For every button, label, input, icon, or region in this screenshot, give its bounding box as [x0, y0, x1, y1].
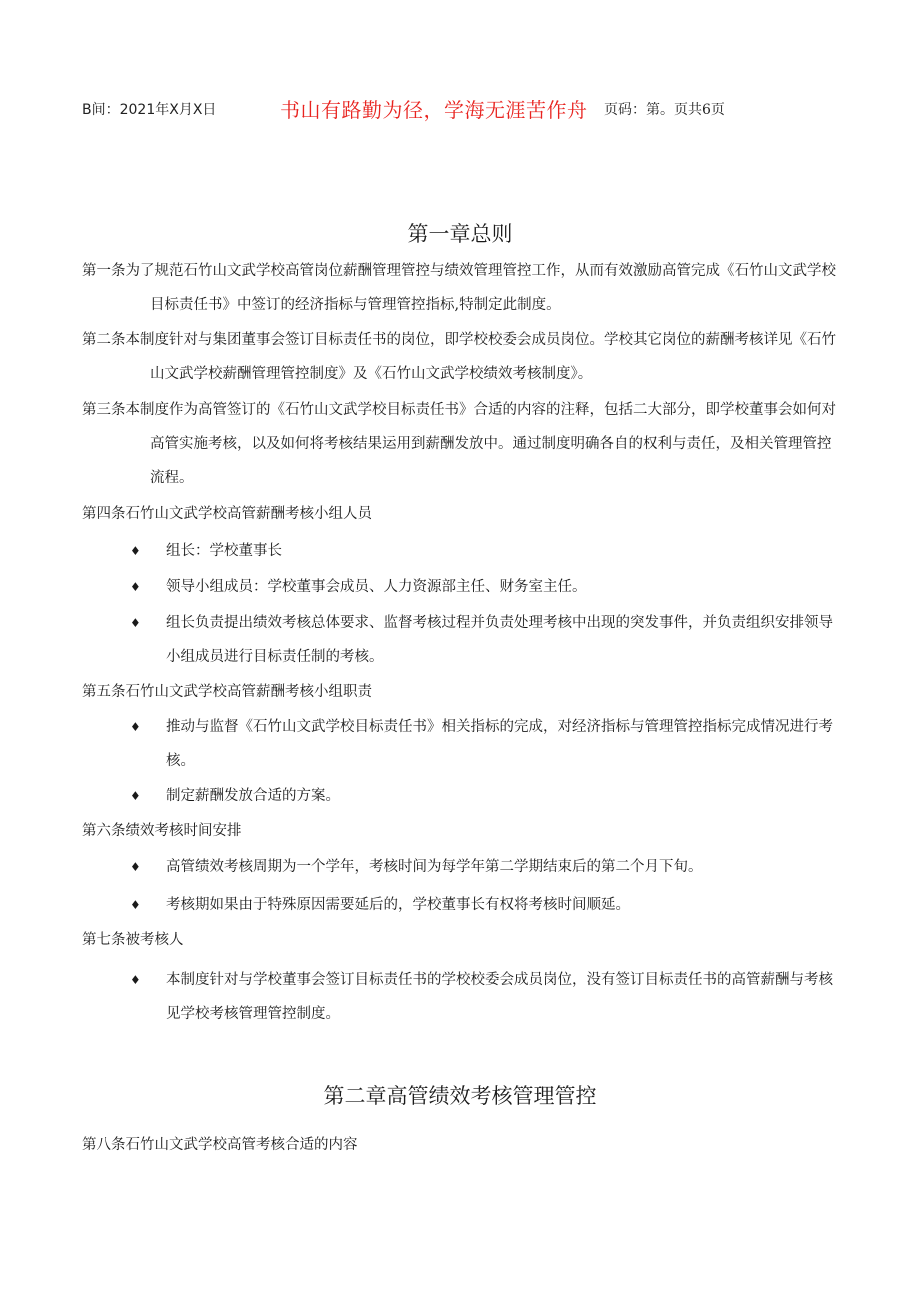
diamond-icon: ♦: [130, 898, 141, 912]
list-item-text: 高管绩效考核周期为一个学年，考核时间为每学年第二学期结束后的第二个月下旬。: [166, 859, 703, 875]
list-item-text: 考核期如果由于特殊原因需要延后的，学校董事长有权将考核时间顺延。: [166, 897, 630, 913]
list-item-text: 组长：学校董事长: [166, 543, 282, 559]
chapter-1-title: 第一章总则: [407, 222, 513, 246]
article-3-text: 第三条本制度作为高管签订的《石竹山文武学校目标责任书》合适的内容的注释，包括二大部分，即学校董事会如何对高管实施考核，以及如何将考核结果运用到薪酬发放中。通过制度明确各自的权利与责任，及相关管理管控流程。: [82, 402, 836, 486]
article-1: [82, 254, 842, 322]
article-2: [82, 323, 842, 391]
header-date: B间：2021年X月X日: [82, 102, 217, 118]
article-1-text: 第一条为了规范石竹山文武学校高管岗位薪酬管理管控与绩效管理管控工作，从而有效激励高管完成《石竹山文武学校目标责任书》中签订的经济指标与管理管控指标,特制定此制度。: [82, 263, 836, 313]
diamond-icon: ♦: [130, 973, 141, 987]
article-8-heading: 第八条石竹山文武学校高管考核合适的内容: [82, 1137, 358, 1153]
list-item-text: 制定薪酬发放合适的方案。: [166, 788, 340, 804]
article-7-heading: 第七条被考核人: [82, 932, 184, 948]
article-5-heading: 第五条石竹山文武学校高管薪酬考核小组职责: [82, 684, 372, 700]
diamond-icon: ♦: [130, 544, 141, 558]
list-item-text: 组长负责提出绩效考核总体要求、监督考核过程并负责处理考核中出现的突发事件，并负责组织安排领导小组成员进行目标责任制的考核。: [166, 615, 833, 665]
list-item: [130, 710, 842, 778]
diamond-icon: ♦: [130, 580, 141, 594]
list-item-text: 本制度针对与学校董事会签订目标责任书的学校校委会成员岗位，没有签订目标责任书的高管薪酬与考核见学校考核管理管控制度。: [166, 972, 833, 1022]
article-6-heading: 第六条绩效考核时间安排: [82, 823, 242, 839]
list-item-text: 领导小组成员：学校董事会成员、人力资源部主任、财务室主任。: [166, 579, 587, 595]
article-4-heading: 第四条石竹山文武学校高管薪酬考核小组人员: [82, 506, 372, 522]
article-2-text: 第二条本制度针对与集团董事会签订目标责任书的岗位，即学校校委会成员岗位。学校其它岗位的薪酬考核详见《石竹山文武学校薪酬管理管控制度》及《石竹山文武学校绩效考核制度》。: [82, 332, 836, 382]
article-3: [82, 393, 842, 495]
list-item-text: 推动与监督《石竹山文武学校目标责任书》相关指标的完成，对经济指标与管理管控指标完成情况进行考核。: [166, 719, 833, 769]
list-item: [130, 779, 842, 813]
diamond-icon: ♦: [130, 860, 141, 874]
diamond-icon: ♦: [130, 616, 141, 630]
list-item: [130, 850, 842, 884]
list-item: [130, 888, 842, 922]
list-item: [130, 534, 842, 568]
header-page-number: 页码：第。页共6页: [604, 102, 725, 118]
page-header: [82, 94, 842, 124]
chapter-2-title: 第二章高管绩效考核管理管控: [323, 1084, 597, 1108]
diamond-icon: ♦: [130, 789, 141, 803]
list-item: [130, 963, 842, 1031]
header-motto: 书山有路勤为径，学海无涯苦作舟: [280, 98, 588, 122]
diamond-icon: ♦: [130, 720, 141, 734]
list-item: [130, 570, 842, 604]
list-item: [130, 606, 842, 674]
